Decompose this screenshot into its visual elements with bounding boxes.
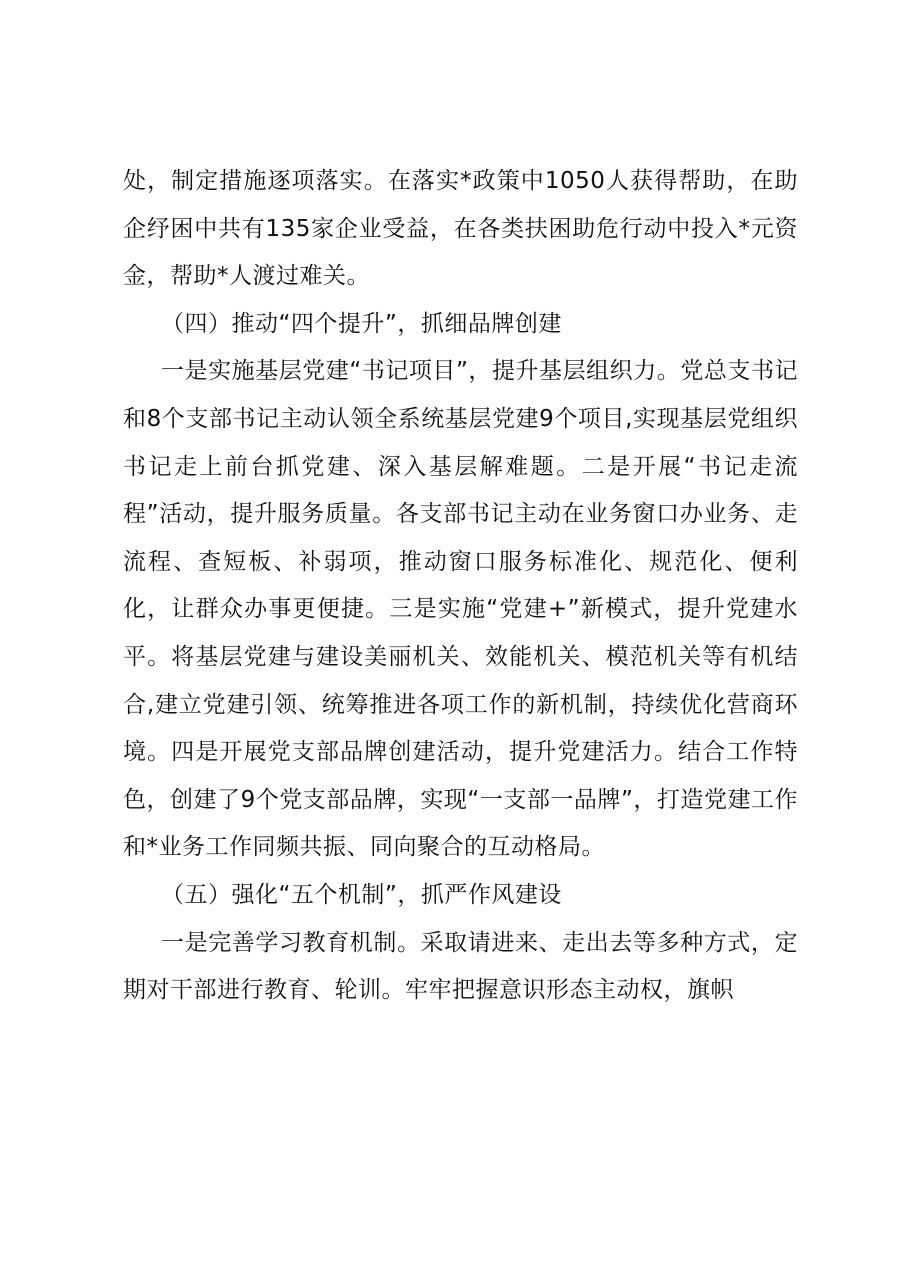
section-heading-5: （五）强化“五个机制”，抓严作风建设 (161, 881, 562, 908)
paragraph-section-5: 一是完善学习教育机制。采取请进来、走出去等多种方式，定期对干部进行教育、轮训。牢牢把握意识形态主动权，旗帜 (123, 929, 798, 1004)
section-heading-4: （四）推动“四个提升”，抓细品牌创建 (161, 310, 562, 337)
paragraph-section-4: 一是实施基层党建“书记项目”，提升基层组织力。党总支书记和8个支部书记主动认领全系统基层党建9个项目,实现基层党组织书记走上前台抓党建、深入基层解难题。二是开展“书记走流程”活动，提升服务质量。各支部书记主动在业务窗口办业务、走流程、查短板、补弱项，推动窗口服务标准化、规范化、便利化，让群众办事更便捷。三是实施“党建+”新模式，提升党建水平。将基层党建与建设美丽机关、效能机关、模范机关等有机结合,建立党建引领、统筹推进各项工作的新机制，持续优化营商环境。四是开展党支部品牌创建活动，提升党建活力。结合工作特色，创建了9个党支部品牌，实现“一支部一品牌”，打造党建工作和*业务工作同频共振、同向聚合的互动格局。 (123, 358, 798, 861)
paragraph-continuation: 处，制定措施逐项落实。在落实*政策中1050人获得帮助，在助企纾困中共有135家企业受益，在各类扶困助危行动中投入*元资金，帮助*人渡过难关。 (123, 168, 798, 290)
document-body (123, 158, 798, 1015)
